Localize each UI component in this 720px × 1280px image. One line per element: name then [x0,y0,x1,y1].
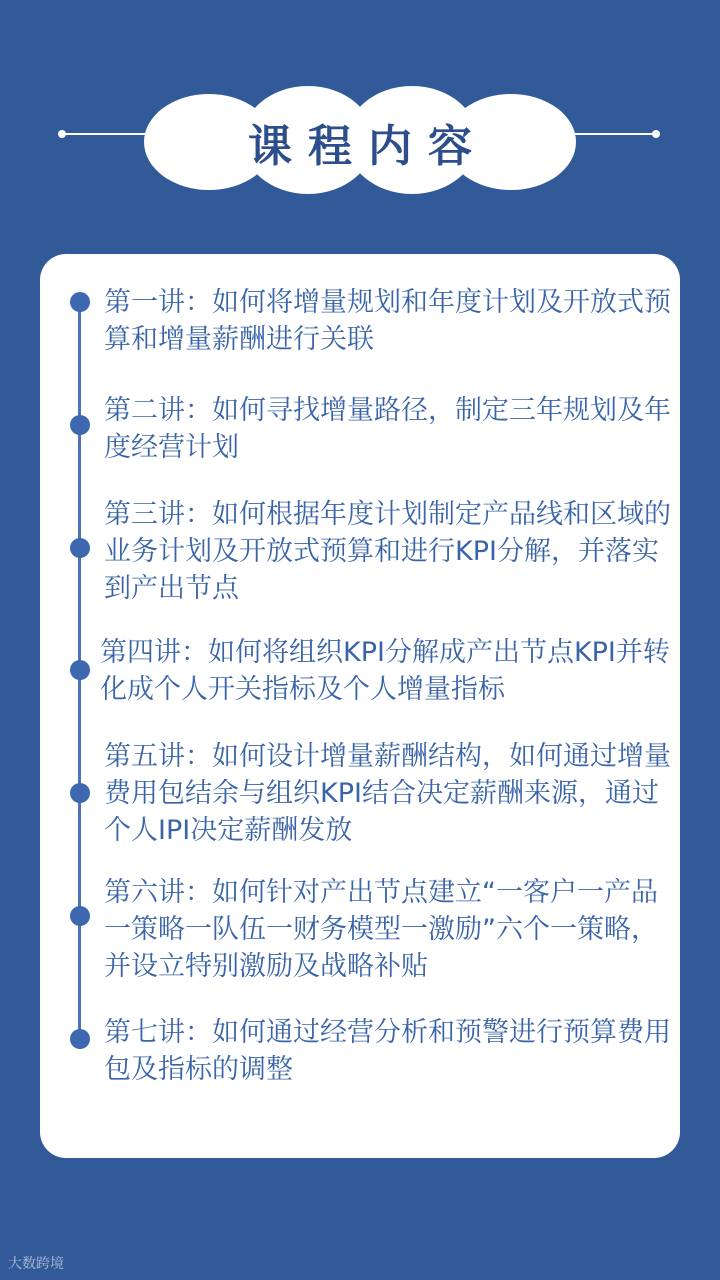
lecture-item-7: 第七讲：如何通过经营分析和预警进行预算费用包及指标的调整 [104,1017,671,1085]
watermark [8,1253,64,1273]
title-line-right-dot [652,130,660,138]
timeline-bullet [70,292,90,312]
lecture-item-1: 第一讲：如何将增量规划和年度计划及开放式预算和增量薪酬进行关联 [104,287,671,355]
watermark-text: 大数跨境 [8,1256,64,1272]
lecture-item-3: 第三讲：如何根据年度计划制定产品线和区域的业务计划及开放式预算和进行KPI分解，并落实到产出节点 [104,499,671,604]
timeline-bullet [70,906,90,926]
lecture-item-2: 第二讲：如何寻找增量路径，制定三年规划及年度经营计划 [104,395,671,463]
timeline-bullet [70,538,90,558]
title-cloud [142,84,578,196]
lecture-item-6: 第六讲：如何针对产出节点建立“一客户一产品一策略一队伍一财务模型一激励”六个一策略，并设立特别激励及战略补贴 [104,877,658,982]
lecture-item-5: 第五讲：如何设计增量薪酬结构，如何通过增量费用包结余与组织KPI结合决定薪酬来源，通过个人IPI决定薪酬发放 [104,741,671,846]
lecture-item-4: 第四讲：如何将组织KPI分解成产出节点KPI并转化成个人开关指标及个人增量指标 [100,637,670,705]
timeline-bullet [70,783,90,803]
page-title: 课程内容 [248,121,488,172]
title-line-left-dot [58,130,66,138]
timeline-bullet [70,1029,90,1049]
lecture-card [40,254,680,1158]
timeline-bullet [70,660,90,680]
timeline-bullet [70,415,90,435]
